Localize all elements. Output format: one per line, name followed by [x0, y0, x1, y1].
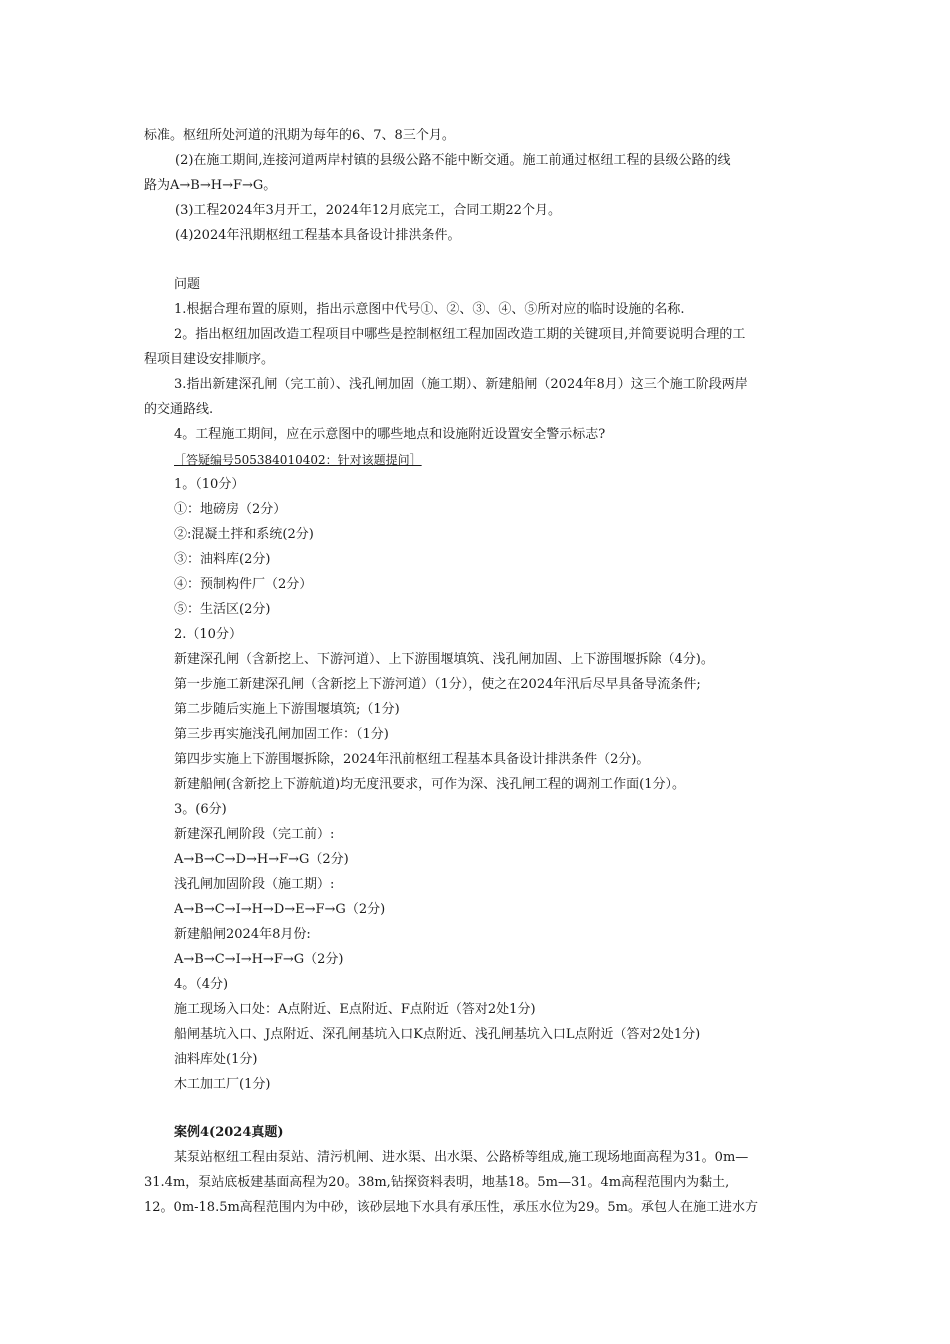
answer-line: 第二步随后实施上下游围堰填筑;（1分) — [174, 702, 400, 717]
answer-line: ①：地磅房（2分） — [174, 502, 287, 517]
answer-line: 第四步实施上下游围堰拆除，2024年汛前枢纽工程基本具备设计排洪条件（2分)。 — [174, 752, 650, 767]
case-line: 12。0m-18.5m高程范围内为中砂，该砂层地下水具有承压性，承压水位为29。5m。承包人在施工进水方 — [144, 1200, 758, 1215]
answer-line: ③：油料库(2分) — [174, 552, 271, 567]
answer-line: 第三步再实施浅孔闸加固工作：（1分) — [174, 727, 389, 742]
body-line: (2)在施工期间,连接河道两岸村镇的县级公路不能中断交通。施工前通过枢纽工程的县级公路的线 — [175, 153, 731, 168]
answer-line: 2.（10分） — [174, 627, 242, 642]
questions-heading: 问题 — [174, 277, 201, 292]
case-heading: 案例4(2024真题) — [174, 1125, 284, 1140]
question-line: 的交通路线. — [144, 402, 214, 417]
case-line: 某泵站枢纽工程由泵站、清污机闸、进水渠、出水渠、公路桥等组成,施工现场地面高程为31。0m— — [174, 1150, 749, 1165]
answer-line: 新建船闸(含新挖上下游航道)均无度汛要求，可作为深、浅孔闸工程的调剂工作面(1分）。 — [174, 777, 685, 792]
answer-line: ②:混凝土拌和系统(2分) — [174, 527, 314, 542]
question-line: 程项目建设安排顺序。 — [144, 352, 275, 367]
answer-line: 油料库处(1分) — [174, 1052, 258, 1067]
body-line: 路为A→B→H→F→G。 — [144, 178, 277, 193]
answer-line: 施工现场入口处：A点附近、E点附近、F点附近（答对2处1分) — [174, 1002, 536, 1017]
answer-line: ⑤：生活区(2分) — [174, 602, 271, 617]
body-line: (4)2024年汛期枢纽工程基本具备设计排洪条件。 — [175, 228, 461, 243]
answer-line: A→B→C→D→H→F→G（2分) — [174, 852, 349, 867]
answer-line: 船闸基坑入口、J点附近、深孔闸基坑入口K点附近、浅孔闸基坑入口L点附近（答对2处1分) — [174, 1027, 701, 1042]
answer-line: A→B→C→I→H→F→G（2分) — [174, 952, 344, 967]
answer-line: 木工加工厂(1分) — [174, 1077, 271, 1092]
answer-line: 新建深孔闸（含新挖上、下游河道）、上下游围堰填筑、浅孔闸加固、上下游围堰拆除（4分)。 — [174, 652, 714, 667]
question-line: 4。工程施工期间，应在示意图中的哪些地点和设施附近设置安全警示标志? — [174, 427, 606, 442]
question-line: 2。指出枢纽加固改造工程项目中哪些是控制枢纽工程加固改造工期的关键项目,并简要说明合理的工 — [174, 327, 746, 342]
answer-line: 新建深孔闸阶段（完工前）: — [174, 827, 335, 842]
qa-reference-link[interactable] — [174, 451, 804, 469]
answer-line: A→B→C→I→H→D→E→F→G（2分) — [174, 902, 386, 917]
answer-line: 第一步施工新建深孔闸（含新挖上下游河道）（1分），使之在2024年汛后尽早具备导流条件; — [174, 677, 701, 692]
answer-line: 3。(6分) — [174, 802, 227, 817]
body-line: (3)工程2024年3月开工，2024年12月底完工，合同工期22个月。 — [175, 203, 561, 218]
answer-line: 1。（10分） — [174, 477, 245, 492]
answer-line: 浅孔闸加固阶段（施工期）: — [174, 877, 335, 892]
qa-reference-text[interactable]: ［答疑编号505384010402：针对该题提问］ — [174, 453, 422, 467]
answer-line: 4。（4分) — [174, 977, 229, 992]
body-line: 标准。枢纽所处河道的汛期为每年的6、7、8三个月。 — [144, 128, 455, 143]
answer-line: ④：预制构件厂（2分） — [174, 577, 313, 592]
case-line: 31.4m，泵站底板建基面高程为20。38m,钻探资料表明，地基18。5m—31。4m高程范围内为黏土, — [144, 1175, 730, 1190]
answer-line: 新建船闸2024年8月份: — [174, 927, 311, 942]
question-line: 1.根据合理布置的原则，指出示意图中代号①、②、③、④、⑤所对应的临时设施的名称. — [174, 302, 685, 317]
question-line: 3.指出新建深孔闸（完工前）、浅孔闸加固（施工期）、新建船闸（2024年8月）这三个施工阶段两岸 — [174, 377, 748, 392]
